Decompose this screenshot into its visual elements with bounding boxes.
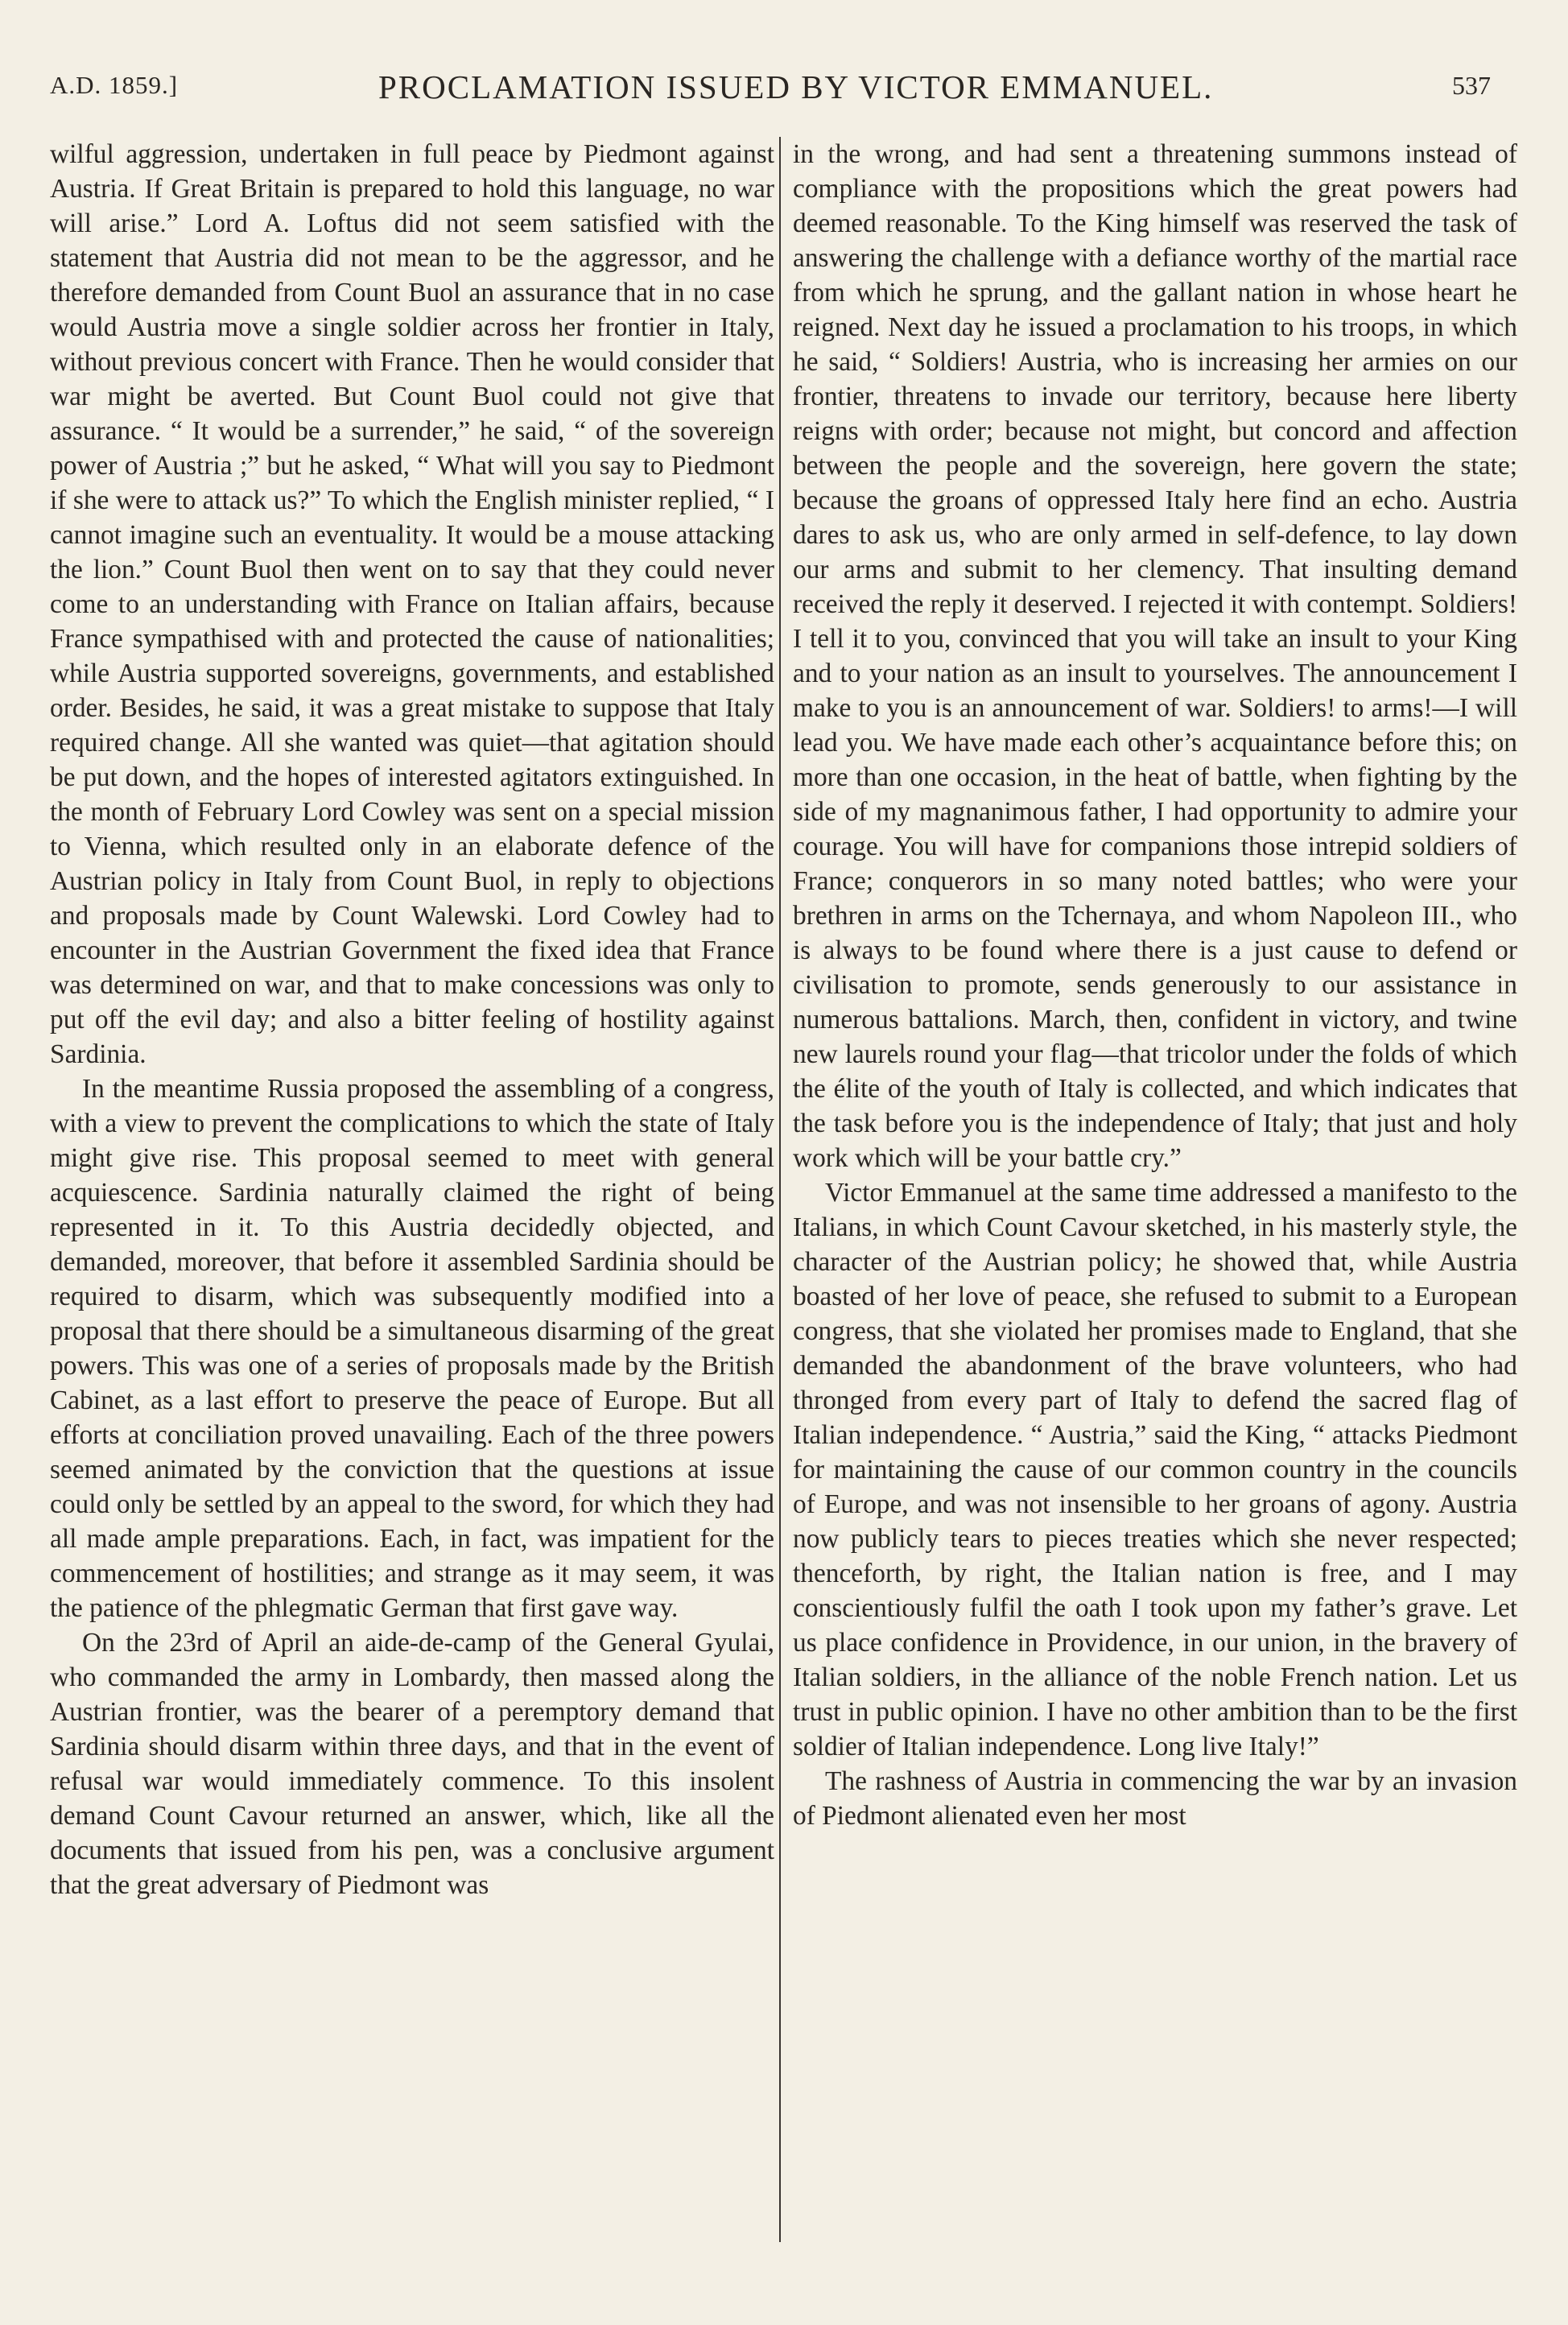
page-header	[50, 68, 1491, 116]
paragraph: wilful aggression, undertaken in full peace by Piedmont against Austria. If Great Britain is prepared to hold this language, no war will arise.” Lord A. Loftus did not seem satisfied with the statement that Austria did not mean to be the aggressor, and he therefore demanded from Count Buol an assurance that in no case would Austria move a single soldier across her frontier in Italy, without previous concert with France. Then he would consider that war might be averted. But Count Buol could not give that assurance. “ It would be a surrender,” he said, “ of the sovereign power of Austria ;” but he asked, “ What will you say to Piedmont if she were to attack us?” To which the English minister replied, “ I cannot imagine such an eventuality. It would be a mouse attacking the lion.” Count Buol then went on to say that they could never come to an understanding with France on Italian affairs, because France sympathised with and protected the cause of nationalities; while Austria supported sovereigns, governments, and established order. Besides, he said, it was a great mistake to suppose that Italy required change. All she wanted was quiet—that agitation should be put down, and the hopes of interested agitators extinguished. In the month of February Lord Cowley was sent on a special mission to Vienna, which resulted only in an elaborate defence of the Austrian policy in Italy from Count Buol, in reply to objections and proposals made by Count Walewski. Lord Cowley had to encounter in the Austrian Government the fixed idea that France was determined on war, and that to make concessions was only to put off the evil day; and also a bitter feeling of hostility against Sardinia.	[50, 139, 774, 1069]
paragraph: On the 23rd of April an aide-de-camp of the General Gyulai, who commanded the army in Lombardy, then massed along the Austrian frontier, was the bearer of a peremptory demand that Sardinia should disarm within three days, and that in the event of refusal war would immediately commence. To this insolent demand Count Cavour returned an answer, which, like all the documents that issued from his pen, was a conclusive argument that the great adversary of Piedmont was	[50, 1628, 774, 1900]
column-divider	[779, 137, 781, 2242]
header-date: A.D. 1859.]	[50, 71, 179, 99]
paragraph: in the wrong, and had sent a threatening summons instead of compliance with the propositions which the great powers had deemed reasonable. To the King himself was reserved the task of answering the challenge with a defiance worthy of the martial race from which he sprung, and the gallant nation in whose heart he reigned. Next day he issued a proclamation to his troops, in which he said, “ Soldiers! Austria, who is increasing her armies on our frontier, threatens to invade our territory, because here liberty reigns with order; because not might, but concord and affection between the people and the sovereign, here govern the state; because the groans of oppressed Italy here find an echo. Austria dares to ask us, who are only armed in self-defence, to lay down our arms and submit to her clemency. That insulting demand received the reply it deserved. I rejected it with contempt. Soldiers! I tell it to you, convinced that you will take an insult to your King and to your nation as an insult to yourselves. The announcement I make to you is an announcement of war. Soldiers! to arms!—I will lead you. We have made each other’s acquaintance before this; on more than one occasion, in the heat of battle, when fighting by the side of my magnanimous father, I had opportunity to admire your courage. You will have for companions those intrepid soldiers of France; conquerors in so many noted battles; who were your brethren in arms on the Tchernaya, and whom Napoleon III., who is always to be found where there is a just cause to defend or civilisation to promote, sends generously to our assistance in numerous battalions. March, then, confident in victory, and twine new laurels round your flag—that tricolor under the folds of which the élite of the youth of Italy is collected, and which indicates that the task before you is the independence of Italy; that just and holy work which will be your battle cry.”	[793, 139, 1517, 1173]
paragraph: Victor Emmanuel at the same time addressed a manifesto to the Italians, in which Count Cavour sketched, in his masterly style, the character of the Austrian policy; he showed that, while Austria boasted of her love of peace, she refused to submit to a European congress, that she violated her promises made to England, that she demanded the abandonment of the brave volunteers, who had thronged from every part of Italy to defend the sacred flag of Italian independence. “ Austria,” said the King, “ attacks Piedmont for maintaining the cause of our common country in the councils of Europe, and was not insensible to her groans of agony. Austria now publicly tears to pieces treaties which she never respected; thenceforth, by right, the Italian nation is free, and I may conscientiously fulfil the oath I took upon my father’s grave. Let us place confidence in Providence, in our union, in the bravery of Italian soldiers, in the alliance of the noble French nation. Let us trust in public opinion. I have no other ambition than to be the first soldier of Italian independence. Long live Italy!”	[793, 1178, 1517, 1761]
page-number: 537	[1452, 71, 1491, 100]
paragraph: The rashness of Austria in commencing the war by an invasion of Piedmont alienated even her most	[793, 1766, 1517, 1831]
left-column	[50, 137, 774, 1902]
right-column	[793, 137, 1517, 1833]
paragraph: In the meantime Russia proposed the assembling of a congress, with a view to prevent the complications to which the state of Italy might give rise. This proposal seemed to meet with general acquiescence. Sardinia naturally claimed the right of being represented in it. To this Austria decidedly objected, and demanded, moreover, that before it assembled Sardinia should be required to disarm, which was subsequently modified into a proposal that there should be a simultaneous disarming of the great powers. This was one of a series of proposals made by the British Cabinet, as a last effort to preserve the peace of Europe. But all efforts at conciliation proved unavailing. Each of the three powers seemed animated by the conviction that the questions at issue could only be settled by an appeal to the sword, for which they had all made ample preparations. Each, in fact, was impatient for the commencement of hostilities; and strange as it may seem, it was the patience of the phlegmatic German that first gave way.	[50, 1074, 774, 1623]
running-title: PROCLAMATION ISSUED BY VICTOR EMMANUEL.	[378, 68, 1214, 105]
